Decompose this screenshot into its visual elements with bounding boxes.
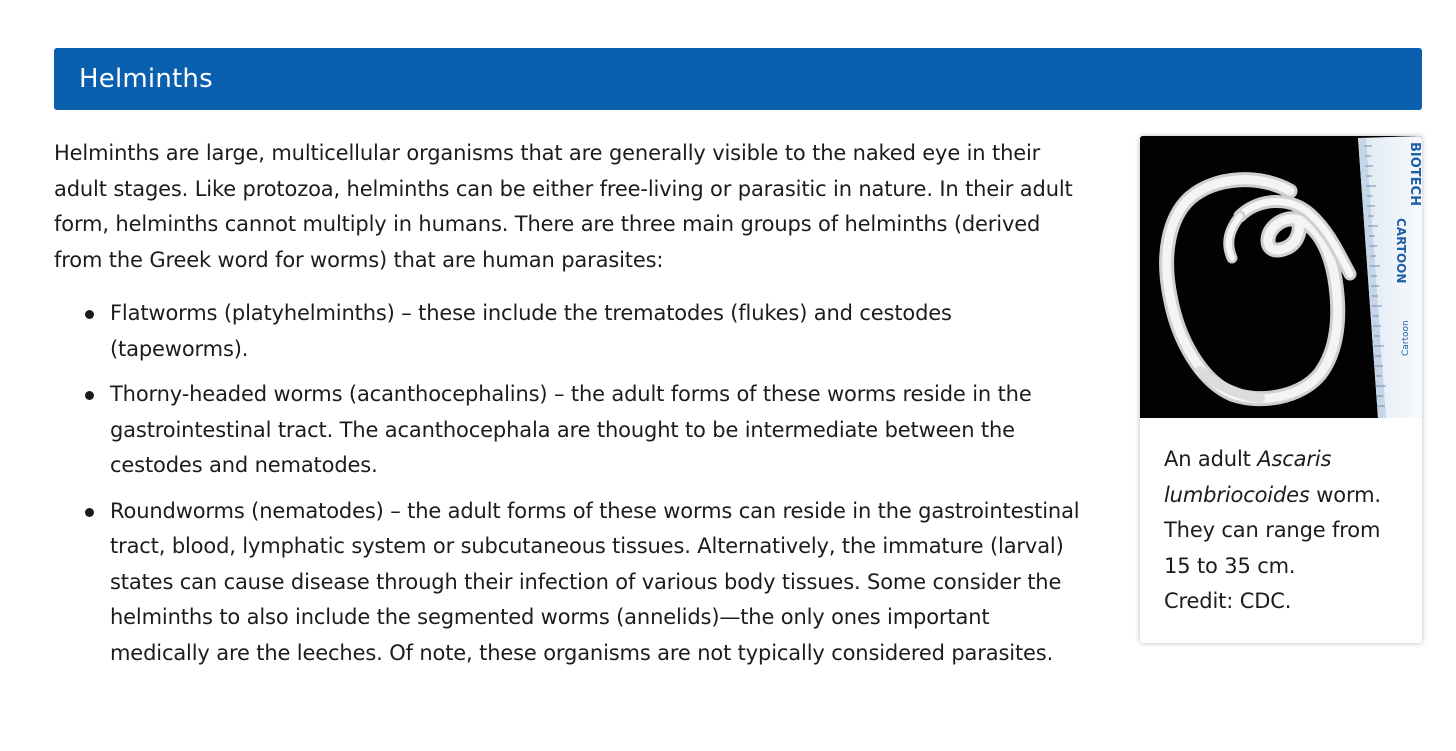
- bullet-icon: [85, 508, 94, 517]
- figure-card: [1140, 136, 1422, 643]
- list-item-text: Thorny-headed worms (acanthocephalins) – the adult forms of these worms reside in the gastrointestinal tract. The acanthocephala are thought to be intermediate between the cestodes and nematodes.: [110, 382, 1032, 477]
- bullet-icon: [85, 310, 94, 319]
- intro-paragraph: Helminths are large, multicellular organisms that are generally visible to the naked eye in their adult stages. Like protozoa, helminths can be either free-living or parasitic in nature. In their adult form, helminths cannot multiply in humans. There are three main groups of helminths (derived from the Greek word for worms) that are human parasites:: [54, 141, 1073, 272]
- list-item-text: Roundworms (nematodes) – the adult forms of these worms can reside in the gastrointestinal tract, blood, lymphatic system or subcutaneous tissues. Alternatively, the immature (larval) states can cause disease through their infection of various body tissues. Some consider the helminths to also include the segmented worms (annelids)—the only ones important medically are the leeches. Of note, these organisms are not typically considered parasites.: [110, 498, 1080, 665]
- main-content: [54, 136, 1094, 681]
- section-header: [54, 48, 1422, 110]
- ruler-sub-text: CARTOON: [1394, 218, 1408, 284]
- caption-suffix: worm. They can range from 15 to 35 cm.: [1164, 482, 1381, 578]
- list-item: [110, 296, 1094, 367]
- helminth-groups-list: [54, 296, 1094, 671]
- list-item-text: Flatworms (platyhelminths) – these include the trematodes (flukes) and cestodes (tapeworms).: [110, 301, 952, 361]
- ruler-brand-text: BIOTECH: [1407, 142, 1422, 206]
- ruler-edge-text: Cartoon: [1401, 320, 1411, 356]
- worm-photo[interactable]: [1140, 136, 1422, 418]
- ascaris-worm-illustration: [1140, 136, 1422, 418]
- list-item: [110, 377, 1094, 484]
- caption-species: Ascaris lumbriocoides: [1164, 447, 1332, 507]
- caption-prefix: An adult: [1164, 447, 1258, 471]
- section-title: Helminths: [79, 64, 213, 94]
- figure-caption: [1164, 442, 1409, 620]
- caption-credit: Credit: CDC.: [1164, 589, 1292, 613]
- bullet-icon: [85, 391, 94, 400]
- list-item: [110, 494, 1094, 672]
